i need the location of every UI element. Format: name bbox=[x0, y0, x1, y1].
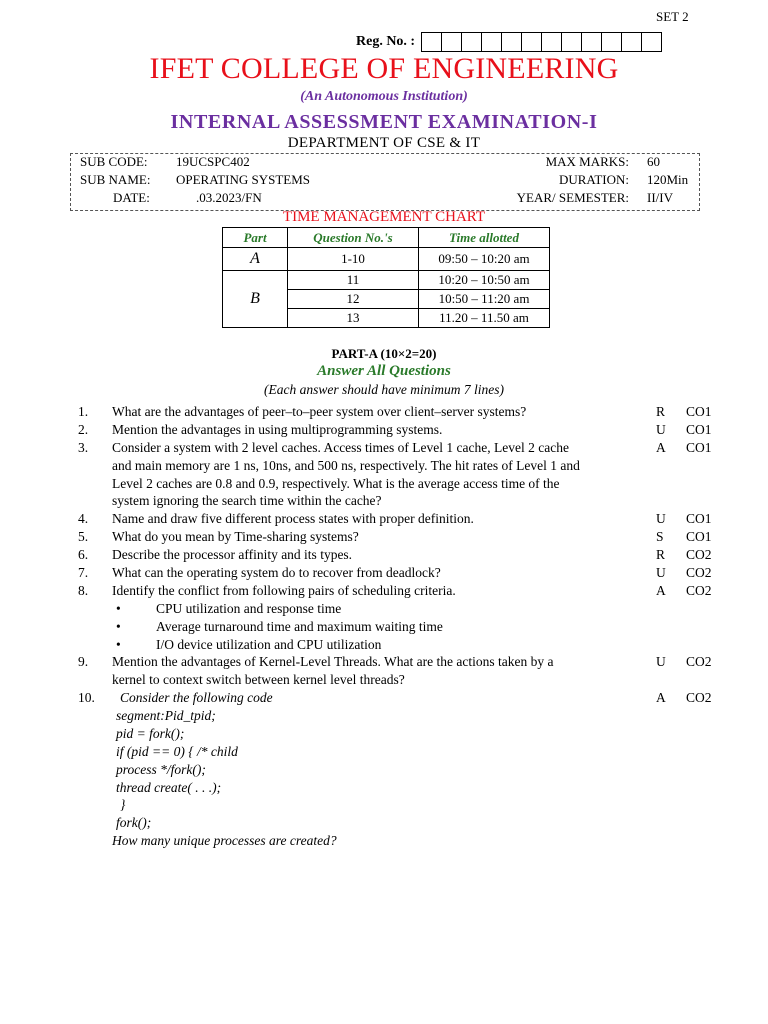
date-label: DATE: bbox=[113, 190, 150, 205]
question-text bbox=[112, 510, 642, 528]
question-number: 6. bbox=[78, 547, 89, 562]
bullet-text: I/O device utilization and CPU utilization bbox=[156, 637, 382, 652]
question-text-line: What do you mean by Time-sharing systems? bbox=[112, 529, 359, 544]
reg-no-box[interactable] bbox=[602, 33, 622, 51]
question-cell: 1-10 bbox=[288, 248, 419, 271]
question-text bbox=[112, 528, 642, 546]
question-number: 9. bbox=[78, 654, 89, 669]
question-cell: 12 bbox=[288, 290, 419, 309]
exam-title: INTERNAL ASSESSMENT EXAMINATION-I bbox=[170, 111, 598, 133]
department: DEPARTMENT OF CSE & IT bbox=[287, 135, 481, 151]
question-text-line: system ignoring the search time within the cache? bbox=[112, 493, 382, 509]
table-row bbox=[223, 271, 550, 290]
code-line: fork(); bbox=[116, 815, 152, 831]
course-outcome: CO1 bbox=[686, 404, 712, 419]
question-text-line: Describe the processor affinity and its types. bbox=[112, 547, 353, 562]
course-outcome: CO1 bbox=[686, 511, 712, 526]
duration-value: 120Min bbox=[647, 172, 689, 187]
question-text-line: Consider a system with 2 level caches. Access times of Level 1 cache, Level 2 cache bbox=[112, 440, 569, 455]
reg-no-box[interactable] bbox=[482, 33, 502, 51]
part-a-cell: A bbox=[223, 248, 288, 271]
exam-info-box bbox=[70, 153, 700, 211]
time-cell: 10:20 – 10:50 am bbox=[419, 271, 550, 290]
table-header-row bbox=[223, 228, 550, 248]
course-outcome: CO1 bbox=[686, 422, 712, 437]
reg-no-box[interactable] bbox=[622, 33, 642, 51]
course-outcome: CO1 bbox=[686, 529, 712, 544]
q10-question: How many unique processes are created? bbox=[112, 833, 337, 848]
bullet-text: CPU utilization and response time bbox=[156, 601, 342, 616]
bullet-icon: • bbox=[116, 601, 121, 616]
code-line: if (pid == 0) { /* child bbox=[116, 743, 238, 759]
reg-no-box[interactable] bbox=[542, 33, 562, 51]
course-outcome: CO1 bbox=[686, 440, 712, 455]
knowledge-level: S bbox=[656, 529, 664, 544]
max-marks-label: MAX MARKS: bbox=[545, 154, 629, 169]
time-chart-title: TIME MANAGEMENT CHART bbox=[282, 209, 486, 225]
code-line: } bbox=[120, 797, 126, 813]
question-text bbox=[112, 403, 642, 421]
year-sem-label: YEAR/ SEMESTER: bbox=[516, 190, 629, 205]
reg-no bbox=[356, 32, 662, 52]
question-number: 3. bbox=[78, 440, 89, 455]
knowledge-level: U bbox=[656, 511, 666, 526]
code-line: segment:Pid_tpid; bbox=[116, 707, 216, 723]
autonomous-subtitle: (An Autonomous Institution) bbox=[300, 89, 468, 104]
reg-no-label: Reg. No. : bbox=[356, 34, 416, 49]
part-a-title: PART-A (10×2=20) bbox=[331, 346, 437, 361]
question-text bbox=[112, 439, 642, 510]
question-number: 10. bbox=[78, 690, 95, 705]
reg-no-box[interactable] bbox=[582, 33, 602, 51]
question-text-line: Identify the conflict from following pairs of scheduling criteria. bbox=[112, 583, 456, 598]
reg-no-box[interactable] bbox=[502, 33, 522, 51]
question-cell: 11 bbox=[288, 271, 419, 290]
table-row bbox=[223, 248, 550, 271]
question-text bbox=[112, 653, 642, 689]
knowledge-level: U bbox=[656, 422, 666, 437]
question-cell: 13 bbox=[288, 309, 419, 328]
duration-label: DURATION: bbox=[558, 172, 629, 187]
question-text-line: What can the operating system do to recover from deadlock? bbox=[112, 565, 441, 580]
time-cell: 11.20 – 11.50 am bbox=[419, 309, 550, 328]
code-line: Consider the following code bbox=[120, 690, 273, 705]
knowledge-level: U bbox=[656, 565, 666, 580]
header-time-allotted: Time allotted bbox=[419, 228, 550, 248]
question-text-line: What are the advantages of peer–to–peer system over client–server systems? bbox=[112, 404, 527, 419]
knowledge-level: R bbox=[656, 404, 666, 419]
question-number: 8. bbox=[78, 583, 89, 598]
reg-no-box[interactable] bbox=[642, 33, 661, 51]
bullet-icon: • bbox=[116, 637, 121, 652]
reg-no-box[interactable] bbox=[462, 33, 482, 51]
year-sem-value: II/IV bbox=[647, 190, 673, 205]
sub-code-label: SUB CODE: bbox=[80, 154, 148, 169]
course-outcome: CO2 bbox=[686, 583, 712, 598]
reg-no-box[interactable] bbox=[522, 33, 542, 51]
part-b-cell: B bbox=[223, 271, 288, 328]
question-text-line: Mention the advantages in using multiprogramming systems. bbox=[112, 422, 443, 437]
code-line: pid = fork(); bbox=[116, 725, 185, 741]
question-text-line: Mention the advantages of Kernel-Level Threads. What are the actions taken by a bbox=[112, 654, 554, 669]
question-text-line: kernel to context switch between kernel level threads? bbox=[112, 671, 405, 687]
question-text-line: and main memory are 1 ns, 10ns, and 500 ns, respectively. The hit rates of Level 1 and bbox=[112, 457, 580, 473]
header-question-nos: Question No.'s bbox=[288, 228, 419, 248]
question-number: 1. bbox=[78, 404, 89, 419]
header-part: Part bbox=[223, 228, 288, 248]
question-text-line: Level 2 caches are 0.8 and 0.9, respectively. What is the average access time of the bbox=[112, 475, 560, 491]
question-text-line: Name and draw five different process states with proper definition. bbox=[112, 511, 474, 526]
code-line: process */fork(); bbox=[116, 761, 206, 777]
answer-all-instruction: Answer All Questions bbox=[317, 363, 451, 379]
question-text bbox=[112, 421, 642, 439]
reg-no-box[interactable] bbox=[562, 33, 582, 51]
college-name: IFET COLLEGE OF ENGINEERING bbox=[149, 52, 619, 85]
time-cell: 10:50 – 11:20 am bbox=[419, 290, 550, 309]
time-management-table bbox=[222, 227, 550, 328]
question-text bbox=[112, 546, 642, 564]
knowledge-level: A bbox=[656, 690, 666, 705]
date-value: .03.2023/FN bbox=[196, 190, 262, 205]
course-outcome: CO2 bbox=[686, 690, 712, 705]
bullet-text: Average turnaround time and maximum waiting time bbox=[156, 619, 443, 634]
question-text bbox=[112, 582, 642, 600]
course-outcome: CO2 bbox=[686, 547, 712, 562]
sub-code-value: 19UCSPC402 bbox=[176, 154, 250, 169]
reg-no-box[interactable] bbox=[422, 33, 442, 51]
time-cell: 09:50 – 10:20 am bbox=[419, 248, 550, 271]
course-outcome: CO2 bbox=[686, 565, 712, 580]
sub-name-value: OPERATING SYSTEMS bbox=[176, 172, 310, 187]
sub-name-label: SUB NAME: bbox=[80, 172, 151, 187]
knowledge-level: A bbox=[656, 583, 666, 598]
reg-no-box[interactable] bbox=[442, 33, 462, 51]
answer-length-note: (Each answer should have minimum 7 lines) bbox=[264, 382, 504, 397]
knowledge-level: R bbox=[656, 547, 666, 562]
question-number: 5. bbox=[78, 529, 89, 544]
knowledge-level: A bbox=[656, 440, 666, 455]
question-text bbox=[112, 564, 642, 582]
question-number: 2. bbox=[78, 422, 89, 437]
knowledge-level: U bbox=[656, 654, 666, 669]
question-number: 7. bbox=[78, 565, 89, 580]
max-marks-value: 60 bbox=[647, 154, 660, 169]
code-line: thread create( . . .); bbox=[116, 779, 222, 795]
reg-no-boxes bbox=[421, 32, 662, 52]
course-outcome: CO2 bbox=[686, 654, 712, 669]
bullet-icon: • bbox=[116, 619, 121, 634]
set-label: SET 2 bbox=[656, 9, 689, 24]
question-number: 4. bbox=[78, 511, 89, 526]
